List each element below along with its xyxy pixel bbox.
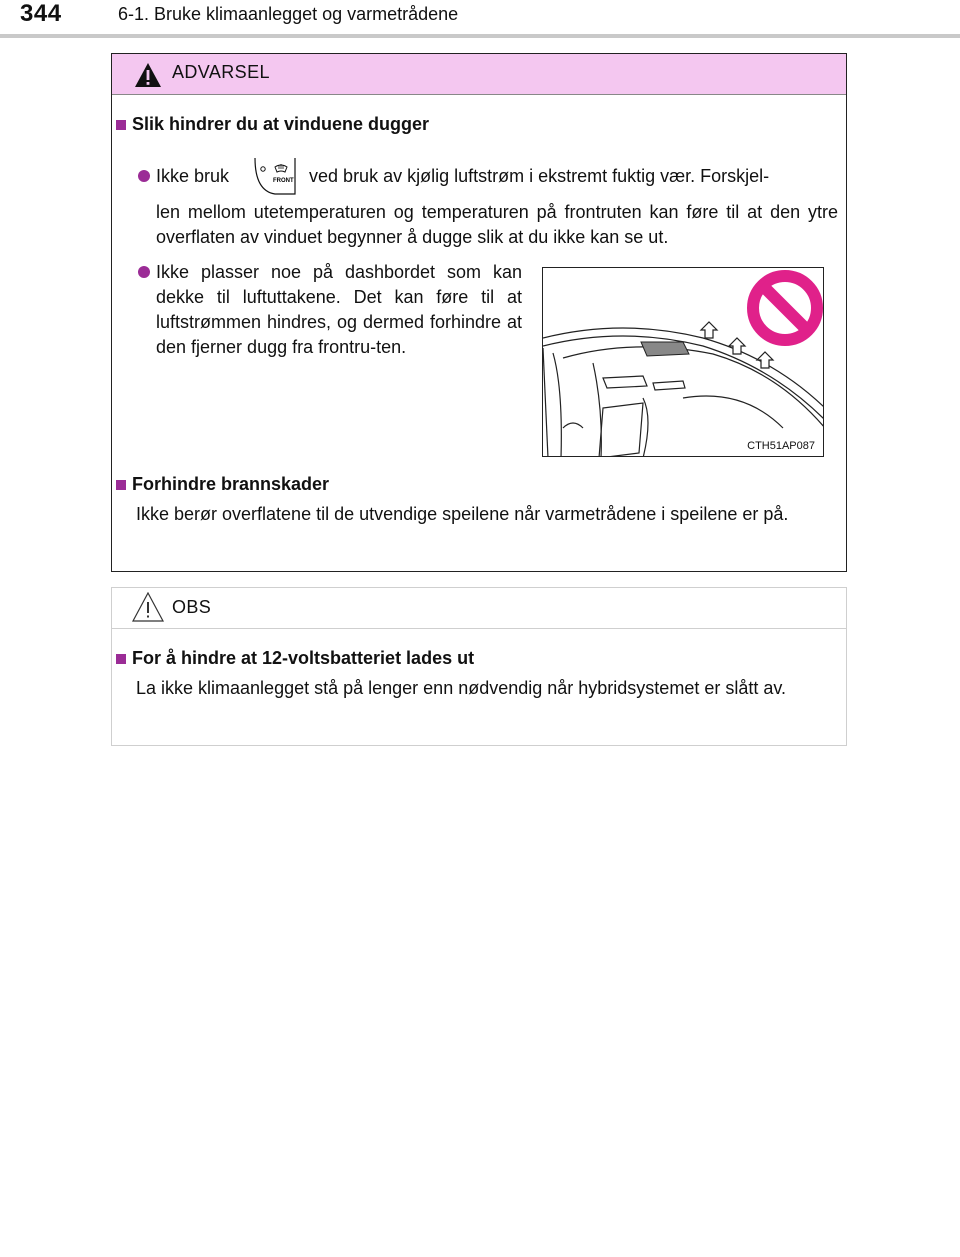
- dashboard-drawing: [543, 268, 824, 457]
- warning-triangle-icon: [134, 62, 162, 88]
- square-bullet-icon: [116, 120, 126, 130]
- page-number: 344: [20, 0, 62, 27]
- warning-section2-heading: [116, 474, 329, 495]
- round-bullet-icon: [138, 170, 150, 182]
- square-bullet-icon: [116, 480, 126, 490]
- round-bullet-icon: [138, 265, 150, 283]
- notice-section1-title: For å hindre at 12-voltsbatteriet lades ut: [132, 648, 475, 668]
- warning-bullet1-line: [138, 157, 846, 195]
- warning-box: [111, 53, 847, 572]
- notice-box: [111, 587, 847, 746]
- square-bullet-icon: [116, 654, 126, 664]
- warning-bullet1-continuation: len mellom utetemperaturen og temperaturen på frontruten kan føre til at den ytre overflaten av vinduet begynner å dugge slik at du ikke kan se ut.: [156, 202, 838, 247]
- front-button-label: FRONT: [273, 178, 294, 184]
- warning-bullet2-text: Ikke plasser noe på dashbordet som kan dekke til luftuttakene. Det kan føre til at luftstrømmen hindres, og dermed forhindre at den fjerner dugg fra frontru-ten.: [156, 262, 522, 357]
- warning-label: ADVARSEL: [172, 62, 270, 82]
- notice-section1-heading: [116, 648, 474, 669]
- warning-section1-title: Slik hindrer du at vinduene dugger: [132, 114, 430, 134]
- warning-section1-heading: [116, 114, 429, 135]
- warning-section2-text: Ikke berør overflatene til de utvendige speilene når varmetrådene i speilene er på.: [136, 504, 789, 524]
- figure-code: CTH51AP087: [747, 440, 815, 452]
- prohibition-icon: [753, 276, 817, 340]
- front-defogger-button-icon: [253, 157, 297, 195]
- warning-section2-title: Forhindre brannskader: [132, 474, 330, 494]
- warning-bullet1-suffix: ved bruk av kjølig luftstrøm i ekstremt fuktig vær. Forskjel-: [309, 165, 770, 186]
- section-title: 6-1. Bruke klimaanlegget og varmetrådene: [118, 4, 459, 24]
- warning-bullet1-prefix: Ikke bruk: [156, 165, 230, 186]
- notice-section1-text: La ikke klimaanlegget stå på lenger enn nødvendig når hybridsystemet er slått av.: [136, 678, 787, 698]
- notice-header: [112, 588, 846, 629]
- caution-triangle-icon: [132, 592, 164, 622]
- warning-header: [112, 54, 846, 95]
- header-rule: [0, 34, 960, 38]
- dashboard-illustration: [542, 267, 824, 457]
- notice-label: OBS: [172, 597, 212, 617]
